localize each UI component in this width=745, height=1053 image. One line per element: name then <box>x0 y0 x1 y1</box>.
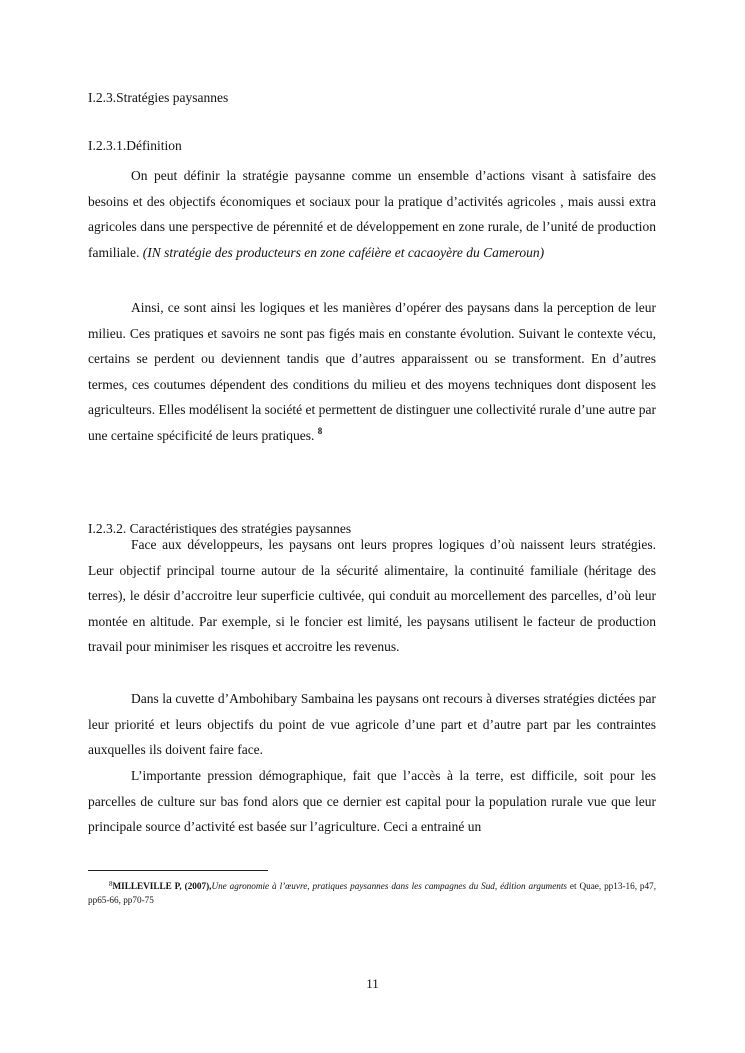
citation: (IN stratégie des producteurs en zone caféière et cacaoyère du Cameroun) <box>142 244 545 260</box>
footnote-reference[interactable]: 8 <box>317 425 323 436</box>
page-number: 11 <box>366 976 379 991</box>
footnote-rest: et Quae, pp13-16, p47, pp65-66, pp70-75 <box>88 881 656 905</box>
paragraph-cuvette: Dans la cuvette d’Ambohibary Sambaina les paysans ont recours à diverses stratégies dictées par leur priorité et leurs objectifs du point de vue agricole d’une part et d’autre part par les contraintes auxquelles ils doivent faire face. <box>88 691 656 758</box>
paragraph-developpeurs: Face aux développeurs, les paysans ont leurs propres logiques d’où naissent leurs stratégies. Leur objectif principal tourne autour de la sécurité alimentaire, la continuité familiale (héritage des terres), le désir d’accroitre leur superficie cultivée, qui conduit au morcellement des parcelles, d’où leur montée en altitude. Par exemple, si le foncier est limité, les paysans utilisent le facteur de production travail pour minimiser les risques et accroitre les revenus. <box>88 537 656 655</box>
footnote-number: 8 <box>109 880 113 888</box>
subsection-heading-caracteristiques: I.2.3.2. Caractéristiques des stratégies paysannes <box>88 521 352 536</box>
paragraph-definition <box>88 163 656 265</box>
paragraph-logiques <box>88 295 656 449</box>
paragraph-definition-text: On peut définir la stratégie paysanne comme un ensemble d’actions visant à satisfaire des besoins et des objectifs économiques et sociaux pour la pratique d’activités agricoles , mais aussi extra agricoles dans une perspective de pérennité et de développement en zone rurale, de l’unité de production familiale. <box>88 168 656 260</box>
footnote <box>88 879 656 907</box>
section-heading: I.2.3.Stratégies paysannes <box>88 90 229 105</box>
footnote-separator <box>88 870 268 871</box>
footnote-work-title: Une agronomie à l’œuvre, pratiques paysannes dans les campagnes du Sud, édition arguments <box>211 881 567 891</box>
paragraph-logiques-text: Ainsi, ce sont ainsi les logiques et les manières d’opérer des paysans dans la perception de leur milieu. Ces pratiques et savoirs ne sont pas figés mais en constante évolution. Suivant le contexte vécu, certains se perdent ou deviennent tandis que d’autres apparaissent ou se transforment. En d’autres termes, ces coutumes dépendent des conditions du milieu et des moyens techniques dont disposent les agriculteurs. Elles modélisent la société et permettent de distinguer une collectivité rurale d’une autre par une certaine spécificité de leurs pratiques. <box>88 300 656 443</box>
paragraph-pression: L’importante pression démographique, fait que l’accès à la terre, est difficile, soit pour les parcelles de culture sur bas fond alors que ce dernier est capital pour la population rurale vue que leur principale source d’activité est basée sur l’agriculture. Ceci a entrainé un <box>88 768 656 835</box>
footnote-author: MILLEVILLE P, (2007), <box>112 881 212 891</box>
subsection-heading-definition: I.2.3.1.Définition <box>88 138 182 153</box>
